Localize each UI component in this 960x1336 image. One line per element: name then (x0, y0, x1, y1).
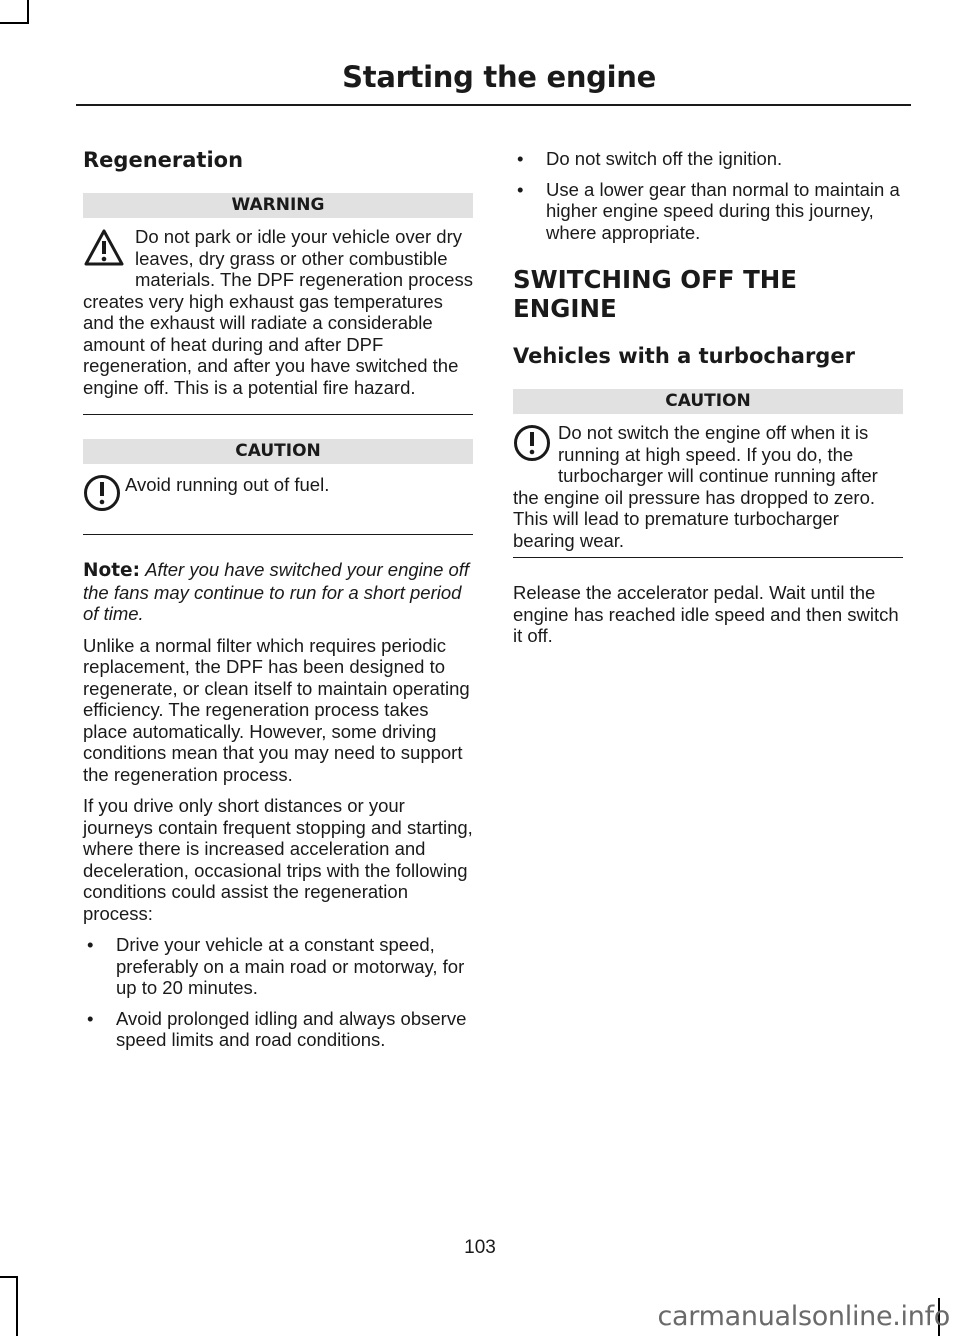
caution-exclamation-icon (83, 474, 121, 512)
list-item-text: Use a lower gear than normal to maintain a higher engine speed during this journey, where appropriate. (546, 178, 900, 243)
list-item (513, 148, 903, 170)
bullet-list (513, 148, 903, 243)
section-title-regeneration: Regeneration (83, 148, 244, 172)
left-column (83, 140, 473, 1060)
bullet-list (83, 934, 473, 1051)
paragraph: If you drive only short distances or your journeys contain frequent stopping and starting, where there is increased acceleration and deceleration, occasional trips with the following conditions could assist the regeneration process: (83, 795, 473, 924)
note (83, 559, 473, 625)
warning-text: Do not park or idle your vehicle over dry leaves, dry grass or other combustible materials. The DPF regeneration process creates very high exhaust gas temperatures and the exhaust will radiate a considerable amount of heat during and after DPF regeneration, and after you have switched the engine off. This is a potential fire hazard. (83, 226, 473, 398)
header-divider (76, 104, 911, 106)
caution-exclamation-icon (513, 424, 551, 462)
crop-mark (16, 1276, 18, 1336)
page-number: 103 (464, 1237, 496, 1258)
crop-mark (0, 22, 27, 24)
note-label: Note: (83, 560, 140, 581)
bullet-marker: • (87, 1007, 94, 1029)
caution-text: Do not switch the engine off when it is running at high speed. If you do, the turbocharger will continue running after the engine oil pressure has dropped to zero. This will lead to premature turbocharger bearing wear. (513, 422, 878, 551)
list-item (83, 934, 473, 999)
caution-box (83, 439, 473, 535)
list-item-text: Drive your vehicle at a constant speed, preferably on a main road or motorway, for up to 20 minutes. (116, 934, 465, 998)
warning-divider (83, 414, 473, 415)
page-title: Starting the engine (342, 60, 656, 94)
bullet-marker: • (517, 148, 524, 169)
list-item (83, 1008, 473, 1051)
caution-text: Avoid running out of fuel. (125, 474, 330, 495)
caution-box (513, 389, 903, 558)
right-column (513, 148, 903, 657)
caution-label: CAUTION (513, 389, 903, 414)
caution-divider (513, 557, 903, 558)
note-text: After you have switched your engine off the fans may continue to run for a short period of time. (83, 559, 470, 624)
list-item-text: Avoid prolonged idling and always observe speed limits and road conditions. (116, 1007, 467, 1050)
warning-box (83, 193, 473, 415)
caution-divider (83, 534, 473, 535)
warning-triangle-icon (83, 228, 125, 268)
list-item (513, 179, 903, 244)
caution-label: CAUTION (83, 439, 473, 464)
section-title-turbocharger: Vehicles with a turbocharger (513, 344, 855, 368)
bullet-marker: • (517, 178, 524, 200)
list-item-text: Do not switch off the ignition. (546, 148, 783, 169)
crop-mark (27, 0, 29, 24)
watermark: carmanualsonline.info (657, 1301, 950, 1332)
warning-label: WARNING (83, 193, 473, 218)
paragraph: Release the accelerator pedal. Wait until the engine has reached idle speed and then switch it off. (513, 582, 899, 646)
paragraph: Unlike a normal filter which requires periodic replacement, the DPF has been designed to regenerate, or clean itself to maintain operating efficiency. The regeneration process takes place automatically. However, some driving conditions mean that you may need to support the regeneration process. (83, 634, 470, 785)
major-heading: SWITCHING OFF THE ENGINE (513, 265, 798, 323)
bullet-marker: • (87, 934, 94, 955)
